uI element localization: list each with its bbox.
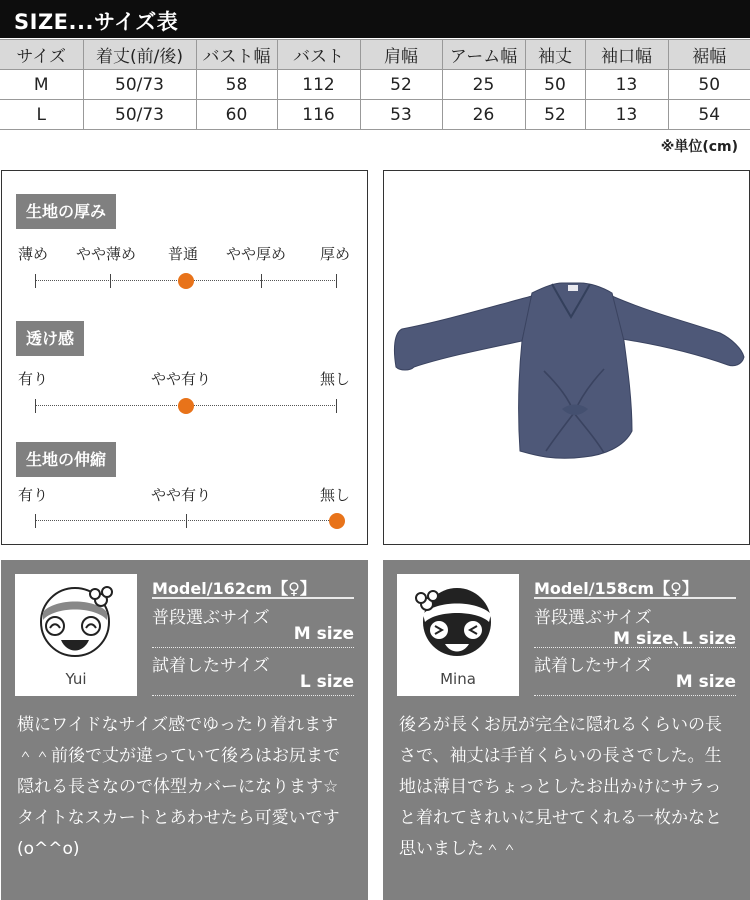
tried-size-value: M size <box>675 672 736 692</box>
table-cell: 25 <box>442 70 525 100</box>
divider <box>152 695 354 696</box>
col-header: バスト <box>277 40 360 70</box>
model-comment: 横にワイドなサイズ感でゆったり着れます＾＾前後で丈が違っていて後ろはお尻まで隠れる長さなので体型カバーになります☆タイトなスカートとあわせたら可愛いです(o^^o) <box>17 715 340 859</box>
scale-tick <box>336 399 337 413</box>
unit-note: ※単位(cm) <box>660 139 738 155</box>
scale-label: 厚め <box>320 245 351 263</box>
table-cell: 13 <box>585 70 668 100</box>
tried-size-label: 試着したサイズ <box>534 656 652 676</box>
col-header: 袖丈 <box>525 40 585 70</box>
table-cell: 50/73 <box>83 100 196 130</box>
divider <box>152 647 354 648</box>
garment-image <box>384 171 749 544</box>
size-table <box>0 39 750 130</box>
divider <box>534 597 736 599</box>
scale-tick <box>35 274 36 288</box>
product-photo <box>383 170 750 545</box>
scale-label: 有り <box>18 370 49 388</box>
table-row <box>0 100 750 130</box>
table-cell: 116 <box>277 100 360 130</box>
model-avatar <box>397 574 519 696</box>
model-header: Model/162cm【♀】 <box>152 579 316 598</box>
divider <box>534 647 736 648</box>
scale-label: 普通 <box>168 245 199 263</box>
scale-tick <box>110 274 111 288</box>
transparency-scale <box>35 405 337 406</box>
scale-label: 無し <box>320 486 351 504</box>
table-cell: 50 <box>668 70 750 100</box>
table-cell: 26 <box>442 100 525 130</box>
size-table-header-row <box>0 40 750 70</box>
thickness-tag: 生地の厚み <box>16 194 116 229</box>
scale-tick <box>336 274 337 288</box>
scale-label: やや厚め <box>226 245 287 263</box>
collar-tag <box>568 285 578 291</box>
usual-size-label: 普段選ぶサイズ <box>534 608 652 628</box>
col-header: バスト幅 <box>196 40 277 70</box>
col-header: 袖口幅 <box>585 40 668 70</box>
scale-label: やや有り <box>151 370 212 388</box>
model-avatar <box>15 574 137 696</box>
tried-size-label: 試着したサイズ <box>152 656 270 676</box>
scale-label: やや有り <box>151 486 212 504</box>
table-cell: 53 <box>360 100 442 130</box>
table-cell: 13 <box>585 100 668 130</box>
table-cell: 112 <box>277 70 360 100</box>
size-chart-title: SIZE...サイズ表 <box>14 10 179 34</box>
model-name: Yui <box>65 670 87 688</box>
stretch-scale <box>35 520 337 521</box>
col-header: 裾幅 <box>668 40 750 70</box>
scale-tick <box>186 514 187 528</box>
table-cell: 60 <box>196 100 277 130</box>
scale-tick <box>35 399 36 413</box>
table-cell: 50/73 <box>83 70 196 100</box>
model-card-mina <box>383 560 750 900</box>
thickness-marker <box>178 273 194 289</box>
model-comment: 後ろが長くお尻が完全に隠れるくらいの長さで、袖丈は手首くらいの長さでした。生地は薄目でちょっとしたお出かけにサラっと着れてきれいに見せてくれる一枚かなと思いました＾＾ <box>399 715 722 859</box>
size-chart-header <box>0 0 750 38</box>
table-cell: L <box>0 100 83 130</box>
usual-size-value: M size <box>293 624 354 644</box>
table-cell: 52 <box>360 70 442 100</box>
model-card-yui <box>1 560 368 900</box>
table-cell: 58 <box>196 70 277 100</box>
transparency-tag: 透け感 <box>16 321 84 356</box>
model-name: Mina <box>440 670 476 688</box>
stretch-marker <box>329 513 345 529</box>
usual-size-value: M size､L size <box>613 629 736 649</box>
table-cell: 52 <box>525 100 585 130</box>
scale-label: 有り <box>18 486 49 504</box>
scale-tick <box>35 514 36 528</box>
scale-label: 無し <box>320 370 351 388</box>
tried-size-value: L size <box>299 672 354 692</box>
divider <box>534 695 736 696</box>
transparency-marker <box>178 398 194 414</box>
table-row <box>0 70 750 100</box>
divider <box>152 597 354 599</box>
stretch-tag: 生地の伸縮 <box>16 442 116 477</box>
col-header: 着丈(前/後) <box>83 40 196 70</box>
table-cell: 54 <box>668 100 750 130</box>
scale-label: 薄め <box>18 245 49 263</box>
usual-size-label: 普段選ぶサイズ <box>152 608 270 628</box>
col-header: アーム幅 <box>442 40 525 70</box>
table-cell: M <box>0 70 83 100</box>
table-cell: 50 <box>525 70 585 100</box>
scale-label: やや薄め <box>76 245 137 263</box>
col-header: サイズ <box>0 40 83 70</box>
scale-tick <box>261 274 262 288</box>
thickness-scale <box>35 280 337 281</box>
col-header: 肩幅 <box>360 40 442 70</box>
fabric-properties-panel <box>1 170 368 545</box>
model-header: Model/158cm【♀】 <box>534 579 698 598</box>
